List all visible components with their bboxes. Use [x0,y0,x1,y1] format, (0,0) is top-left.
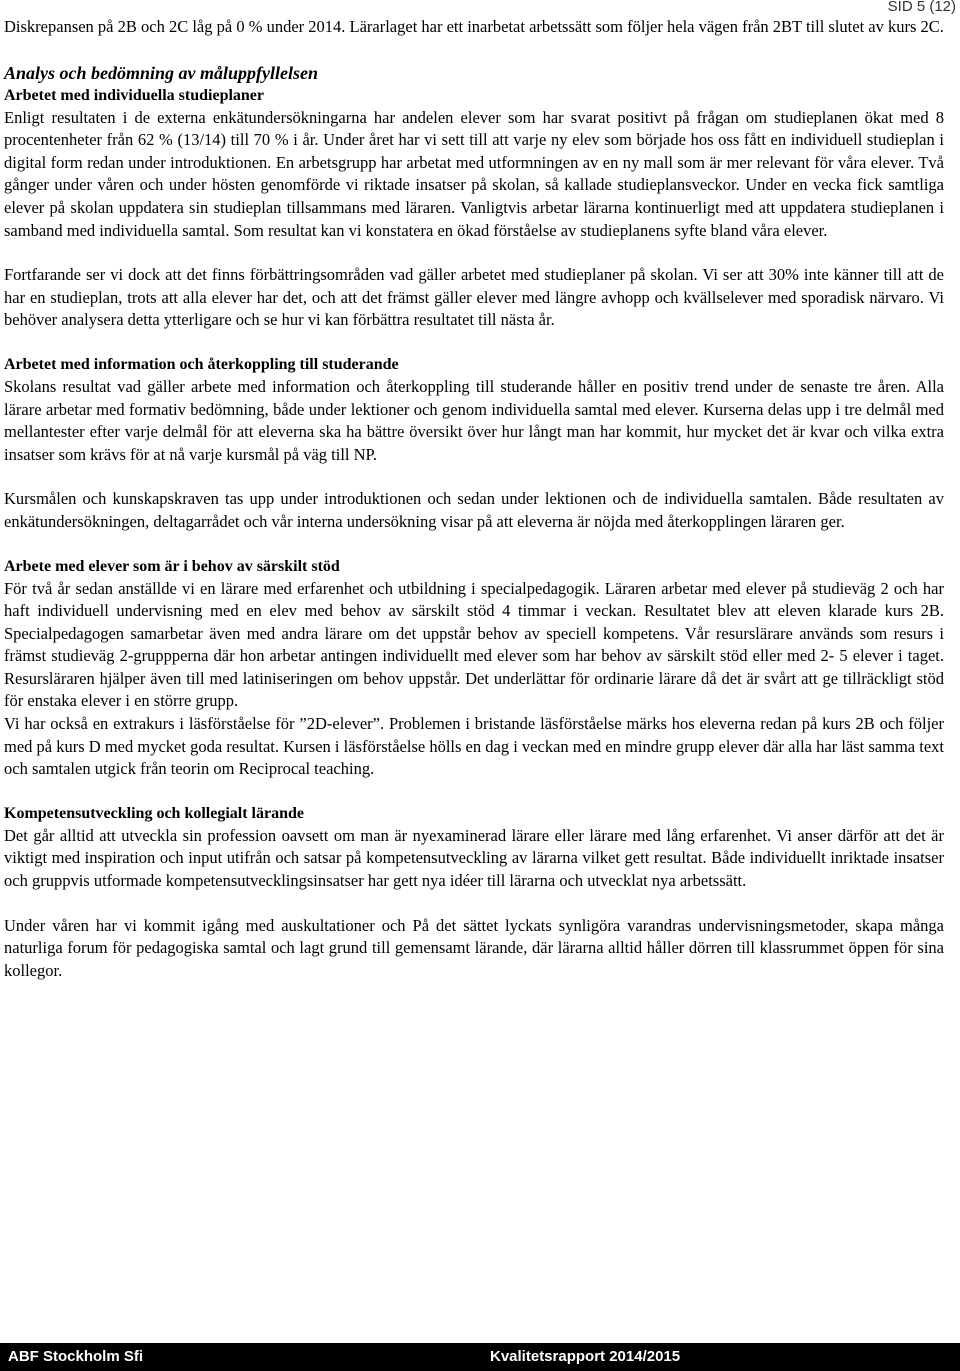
document-body [4,16,944,982]
section-heading: Kompetensutveckling och kollegialt lärande [4,804,304,822]
section-heading: Arbete med elever som är i behov av särskilt stöd [4,557,340,575]
section-sarskilt-stod [4,556,944,781]
paragraph: Det går alltid att utveckla sin profession oavsett om man är nyexaminerad lärare eller lärare med lång erfarenhet. Vi anser därför att det är viktigt med inspiration och input utifrån och satsar på kompetensutveckling av lärarna vilket gett resultat. Både individuellt inriktade insatser och gruppvis utformade kompetensutvecklingsinsatser har gett nya idéer till lärarna och utvecklat nya arbetssätt. [4,825,944,891]
paragraph: Vi har också en extrakurs i läsförståelse för ”2D-elever”. Problemen i bristande läsförståelse märks hos eleverna redan på kurs 2B och följer med på kurs D med mycket goda resultat. Kursen i läsförståelse hölls en dag i veckan med en mindre grupp elever där alla har läst samma text och samtalen utgick från teorin om Reciprocal teaching. [4,714,944,779]
intro-paragraph: Diskrepansen på 2B och 2C låg på 0 % under 2014. Lärarlaget har ett inarbetat arbetssätt som följer hela vägen från 2BT till slutet av kurs 2C. [4,17,944,36]
section-heading: Arbetet med information och återkoppling till studerande [4,355,399,373]
section-studieplaner [4,85,944,332]
paragraph: Kursmålen och kunskapskraven tas upp under introduktionen och sedan under lektionen och de individuella samtalen. Både resultaten av enkätundersökningen, deltagarrådet och vår interna undersökning visar på att eleverna är nöjda med återkopplingen läraren ger. [4,489,944,531]
section-kompetensutveckling [4,803,944,983]
page-number: SID 5 (12) [887,0,956,15]
paragraph: Under våren har vi kommit igång med auskultationer och På det sättet lyckats synligöra varandras undervisningsmetoder, skapa många naturliga forum för pedagogiska samtal och lagt grund till gemensamt lärande, där lärarna alltid håller dörren till klassrummet öppen för sina kollegor. [4,915,944,980]
paragraph: Enligt resultaten i de externa enkätundersökningarna har andelen elever som har svarat positivt på frågan om studieplanen ökat med 8 procentenheter från 62 % (13/14) till 70 % i år. Under året har vi sett till att varje ny elev som började hos oss fått en individuell studieplan i digital form redan under introduktionen. En arbetsgrupp har arbetat med utformningen av en ny mall som är mer relevant för våra elever. Två gånger under våren och under hösten genomförde vi riktade insatser på skolan, så kallade studieplansveckor. Under en vecka fick samtliga elever på skolan uppdatera sin studieplan tillsammans med läraren. Vanligtvis arbetar lärarna kontinuerligt med att uppdatera studieplanen i samband med individuella samtal. Som resultat kan vi konstatera en ökad förståelse av studieplanens syfte bland våra elever. [4,107,944,240]
section-heading: Arbetet med individuella studieplaner [4,86,265,104]
paragraph: För två år sedan anställde vi en lärare med erfarenhet och utbildning i specialpedagogik. Läraren arbetar med elever på studieväg 2 och har haft individuell undervisning med en elev med behov av särskilt stöd 4 timmar i veckan. Resultatet blev att eleven klarade kurs 2B. Specialpedagogen samarbetar även med andra lärare om det uppstår behov av speciell kompetens. Vår resurslärare används som resurs i främst studieväg 2-gruppperna där hon arbetar antingen individuellt med elever som har behov av särskilt stöd eller med 2- 5 elever i taget. Resursläraren hjälper även till med latiniseringen om behov uppstår. Det underlättar för ordinarie lärare då det är svårt att ge tillräckligt stöd för enstaka elever i en större grupp. [4,578,944,711]
paragraph: Fortfarande ser vi dock att det finns förbättringsområden vad gäller arbetet med studieplaner på skolan. Vi ser att 30% inte känner till att de har en studieplan, trots att alla elever har det, och att det främst gäller elever med längre avhopp och kvällselever med sporadisk närvaro. Vi behöver analysera detta ytterligare och se hur vi kan förbättra resultatet till nästa år. [4,265,944,330]
page-footer [0,1343,960,1371]
paragraph: Skolans resultat vad gäller arbete med information och återkoppling till studerande håller en positiv trend under de senaste tre åren. Alla lärare arbetar med formativ bedömning, både under lektioner och genom individuella samtal med elever. Kurserna delas upp i tre delmål med mellantester efter varje delmål för att eleverna ska ha bättre översikt över hur långt man har kommit, hur mycket det är kvar och vilka extra insatser som krävs för at nå varje kursmål på väg till NP. [4,376,944,464]
section-aterkoppling [4,354,944,534]
footer-report-title: Kvalitetsrapport 2014/2015 [490,1348,681,1365]
footer-organization: ABF Stockholm Sfi [8,1348,144,1365]
section-title: Analys och bedömning av måluppfyllelsen [4,62,319,83]
